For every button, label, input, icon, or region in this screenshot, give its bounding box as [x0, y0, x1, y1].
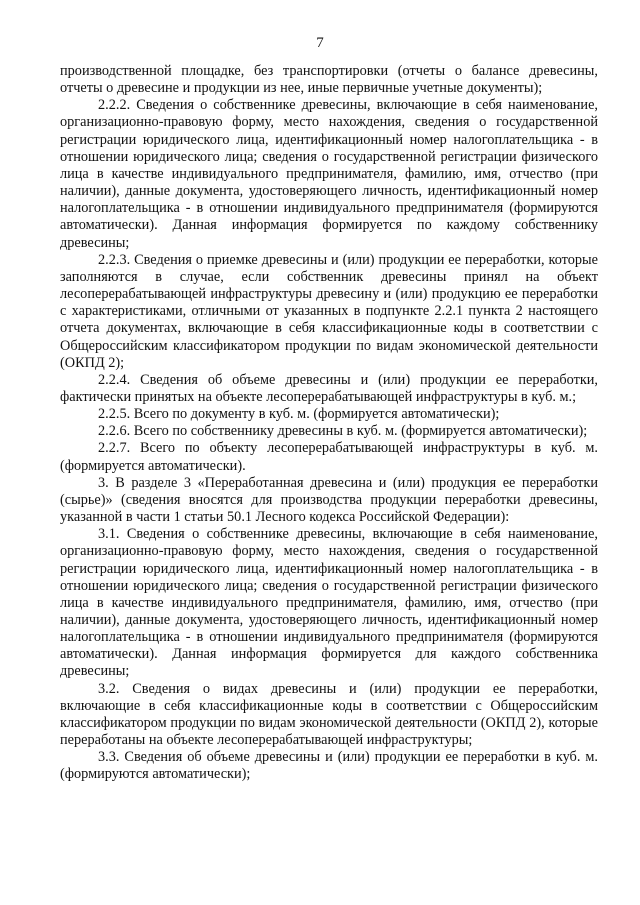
paragraph-2-2-4: 2.2.4. Сведения об объеме древесины и (или) продукции ее переработки, фактически принятых на объекте лесоперерабатывающей инфраструктуры в куб. м.;	[60, 371, 598, 405]
page-number: 7	[316, 35, 324, 51]
paragraph-2-2-2: 2.2.2. Сведения о собственнике древесины, включающие в себя наименование, организационно-правовую форму, место нахождения, сведения о государственной регистрации юридического лица, идентификационный номер налогоплательщика - в отношении юридического лица; сведения о государственной регистрации физического лица в качестве индивидуального предпринимателя, фамилию, имя, отчество (при наличии), данные документа, удостоверяющего личность, идентификационный номер налогоплательщика - в отношении индивидуального предпринимателя (формируются автоматически). Данная информация формируется по каждому собственнику древесины;	[60, 97, 598, 251]
paragraph-2-2-5: 2.2.5. Всего по документу в куб. м. (формируется автоматически);	[98, 406, 500, 423]
paragraph-3-2: 3.2. Сведения о видах древесины и (или) продукции ее переработки, включающие в себя классификационные коды в соответствии с Общероссийским классификатором продукции по видам экономической деятельности (ОКПД 2), которые переработаны на объекте лесоперерабатывающей инфраструктуры;	[60, 680, 598, 749]
paragraph-2-2-3: 2.2.3. Сведения о приемке древесины и (или) продукции ее переработки, которые заполняются в случае, если собственник древесины принял на объект лесоперерабатывающей инфраструктуры древесину и (или) продукцию ее переработки с характеристиками, отличными от указанных в подпункте 2.2.1 пункта 2 настоящего отчета документах, включающие в себя классификационные коды в соответствии с Общероссийским классификатором продукции по видам экономической деятельности (ОКПД 2);	[60, 251, 598, 371]
paragraph-3: 3. В разделе 3 «Переработанная древесина и (или) продукция ее переработки (сырье)» (сведения вносятся для производства продукции переработки древесины, указанной в части 1 статьи 50.1 Лесного кодекса Российской Федерации):	[60, 474, 598, 526]
document-body	[60, 63, 598, 784]
paragraph-2-2-6: 2.2.6. Всего по собственнику древесины в куб. м. (формируется автоматически);	[98, 423, 588, 440]
paragraph-continuation: производственной площадке, без транспортировки (отчеты о балансе древесины, отчеты о древесине и продукции из нее, иные первичные учетные документы);	[60, 63, 598, 97]
paragraph-2-2-7: 2.2.7. Всего по объекту лесоперерабатывающей инфраструктуры в куб. м. (формируется автоматически).	[60, 440, 598, 474]
paragraph-3-1: 3.1. Сведения о собственнике древесины, включающие в себя наименование, организационно-правовую форму, место нахождения, сведения о государственной регистрации юридического лица, идентификационный номер налогоплательщика - в отношении юридического лица; сведения о государственной регистрации физического лица в качестве индивидуального предпринимателя, фамилию, имя, отчество (при наличии), данные документа, удостоверяющего личность, идентификационный номер налогоплательщика - в отношении индивидуального предпринимателя (формируются автоматически). Данная информация формируется для каждого собственника древесины;	[60, 526, 598, 680]
paragraph-3-3: 3.3. Сведения об объеме древесины и (или) продукции ее переработки в куб. м. (формируются автоматически);	[60, 749, 598, 783]
